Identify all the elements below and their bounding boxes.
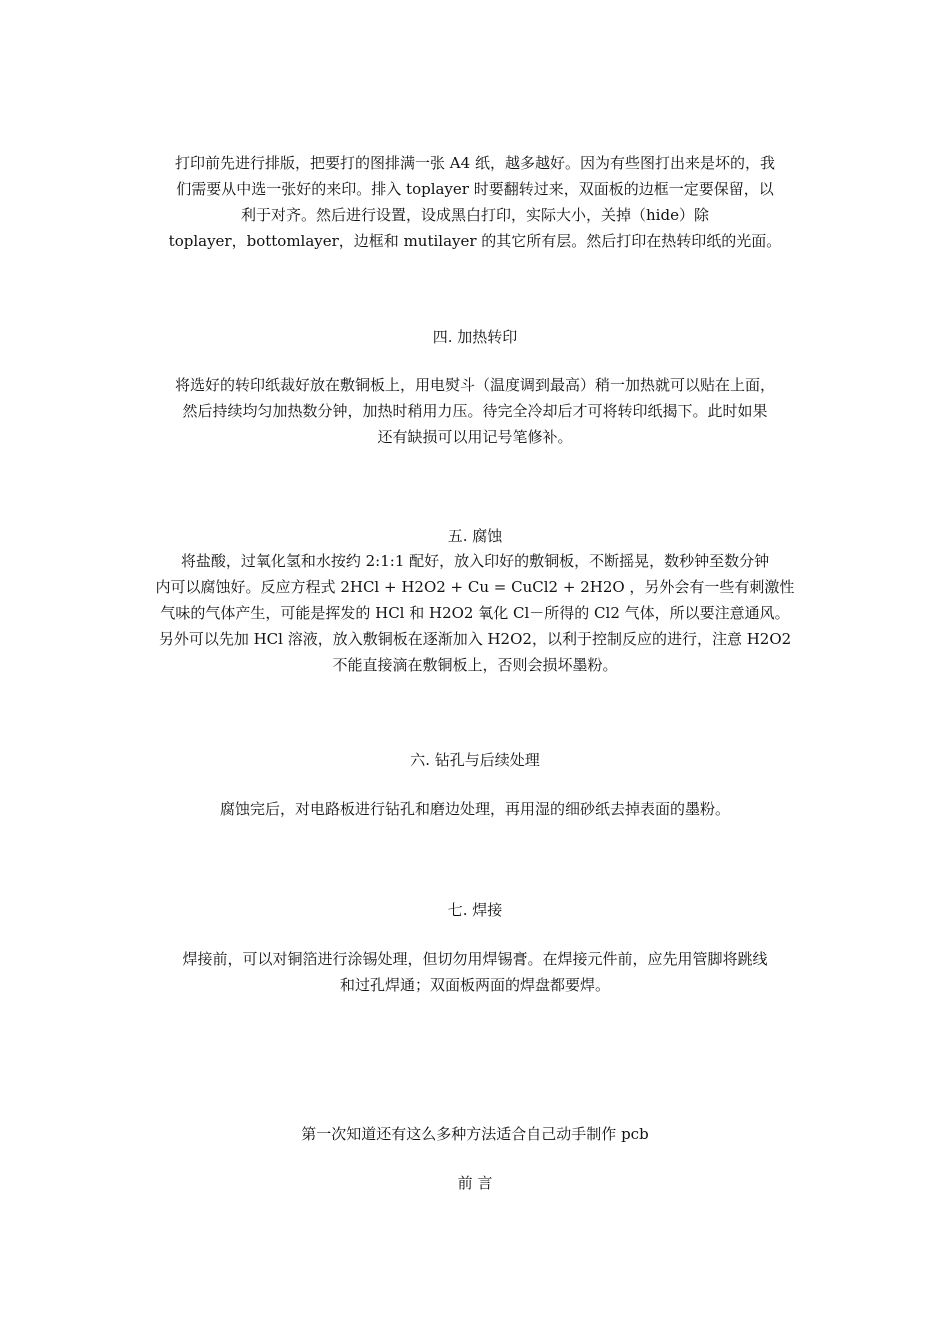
preface-heading: 前 言 [457,1174,493,1192]
paragraph-line: 还有缺损可以用记号笔修补。 [377,428,573,446]
section-7-paragraph [140,946,810,998]
paragraph-line: toplayer，bottomlayer，边框和 mutilayer 的其它所有层。然后打印在热转印纸的光面。 [168,232,782,250]
paragraph-line: 腐蚀完后，对电路板进行钻孔和磨边处理，再用湿的细砂纸去掉表面的墨粉。 [219,800,730,818]
paragraph-line: 将盐酸，过氧化氢和水按约 2:1:1 配好，放入印好的敷铜板，不断摇晃，数秒钟至数分钟 [180,552,770,570]
section-5-heading: 五. 腐蚀 [447,527,503,545]
paragraph-line: 利于对齐。然后进行设置，设成黑白打印，实际大小，关掉（hide）除 [241,206,709,224]
paragraph-line: 和过孔焊通；双面板两面的焊盘都要焊。 [339,976,610,994]
section-4-heading: 四. 加热转印 [432,328,518,346]
paragraph-line: 内可以腐蚀好。反应方程式 2HCl + H2O2 + Cu = CuCl2 + 2H2O ，另外会有一些有刺激性 [155,578,795,596]
paragraph-line: 然后持续均匀加热数分钟，加热时稍用力压。待完全冷却后才可将转印纸揭下。此时如果 [182,402,768,420]
paragraph-line: 打印前先进行排版，把要打的图排满一张 A4 纸，越多越好。因为有些图打出来是坏的，我 [175,154,775,172]
paragraph-line: 们需要从中选一张好的来印。排入 toplayer 时要翻转过来，双面板的边框一定要保留，以 [176,180,774,198]
paragraph-line: 将选好的转印纸裁好放在敷铜板上，用电熨斗（温度调到最高）稍一加热就可以贴在上面， [174,376,775,394]
section-6-heading: 六. 钻孔与后续处理 [410,751,540,769]
section-4-paragraph [140,372,810,450]
paragraph-line: 另外可以先加 HCl 溶液，放入敷铜板在逐渐加入 H2O2，以利于控制反应的进行，注意 H2O2 [158,630,792,648]
section-5-paragraph [140,548,810,678]
intro-paragraph [140,150,810,254]
section-7-heading: 七. 焊接 [447,901,503,919]
footer-title: 第一次知道还有这么多种方法适合自己动手制作 pcb [301,1125,649,1143]
section-6-paragraph [140,796,810,822]
paragraph-line: 焊接前，可以对铜箔进行涂锡处理，但切勿用焊锡膏。在焊接元件前，应先用管脚将跳线 [182,950,768,968]
paragraph-line: 气味的气体产生，可能是挥发的 HCl 和 H2O2 氧化 Cl－所得的 Cl2 气体，所以要注意通风。 [160,604,790,622]
paragraph-line: 不能直接滴在敷铜板上，否则会损坏墨粉。 [332,656,618,674]
